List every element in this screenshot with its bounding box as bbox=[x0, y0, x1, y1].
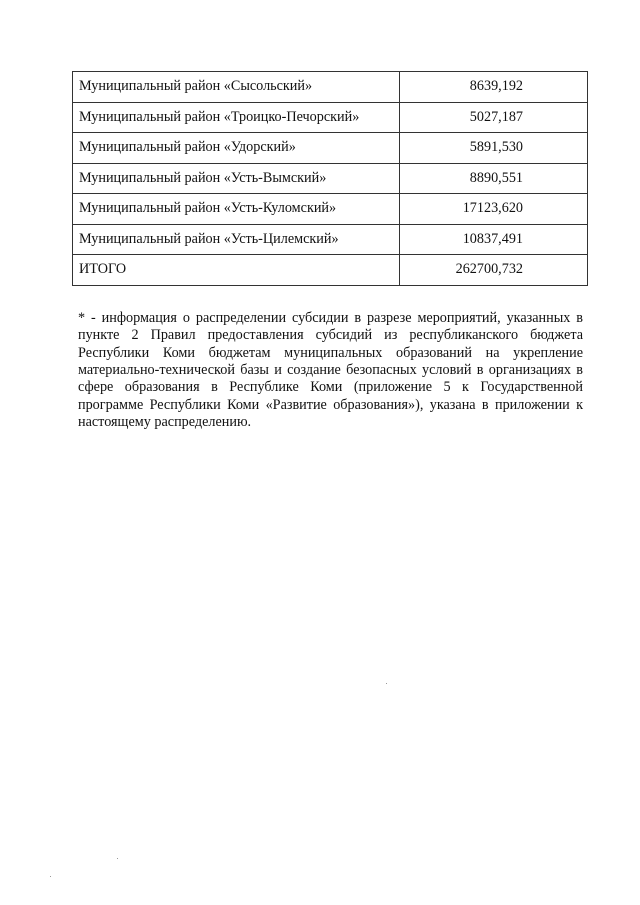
district-name-cell: Муниципальный район «Сысольский» bbox=[73, 72, 400, 103]
table-row bbox=[73, 194, 588, 225]
amount-cell: 8639,192 bbox=[400, 72, 588, 103]
footnote-text: * - информация о распределении субсидии в разрезе мероприятий, указанных в пункте 2 Правил предоставления субсидий из республиканского бюджета Республики Коми бюджетам муниципальных образований на укрепление материально-технической базы и создание безопасных условий в организациях в сфере образования в Республике Коми (приложение 5 к Государственной программе Республики Коми «Развитие образования»), указана в приложении к настоящему распределению. bbox=[78, 310, 583, 430]
scan-speck bbox=[117, 858, 118, 859]
district-name-cell: Муниципальный район «Усть-Цилемский» bbox=[73, 224, 400, 255]
district-name-cell: Муниципальный район «Удорский» bbox=[73, 133, 400, 164]
subsidy-distribution-table bbox=[72, 71, 588, 286]
total-amount-cell: 262700,732 bbox=[400, 255, 588, 286]
amount-cell: 5027,187 bbox=[400, 102, 588, 133]
total-label-cell: ИТОГО bbox=[73, 255, 400, 286]
district-name-cell: Муниципальный район «Троицко-Печорский» bbox=[73, 102, 400, 133]
table-row bbox=[73, 133, 588, 164]
amount-cell: 8890,551 bbox=[400, 163, 588, 194]
amount-cell: 17123,620 bbox=[400, 194, 588, 225]
district-name-cell: Муниципальный район «Усть-Куломский» bbox=[73, 194, 400, 225]
scan-speck bbox=[386, 683, 387, 684]
table-row bbox=[73, 102, 588, 133]
amount-cell: 5891,530 bbox=[400, 133, 588, 164]
table-row bbox=[73, 163, 588, 194]
table-row bbox=[73, 72, 588, 103]
total-row bbox=[73, 255, 588, 286]
district-name-cell: Муниципальный район «Усть-Вымский» bbox=[73, 163, 400, 194]
amount-cell: 10837,491 bbox=[400, 224, 588, 255]
scan-speck bbox=[50, 876, 51, 877]
table-row bbox=[73, 224, 588, 255]
